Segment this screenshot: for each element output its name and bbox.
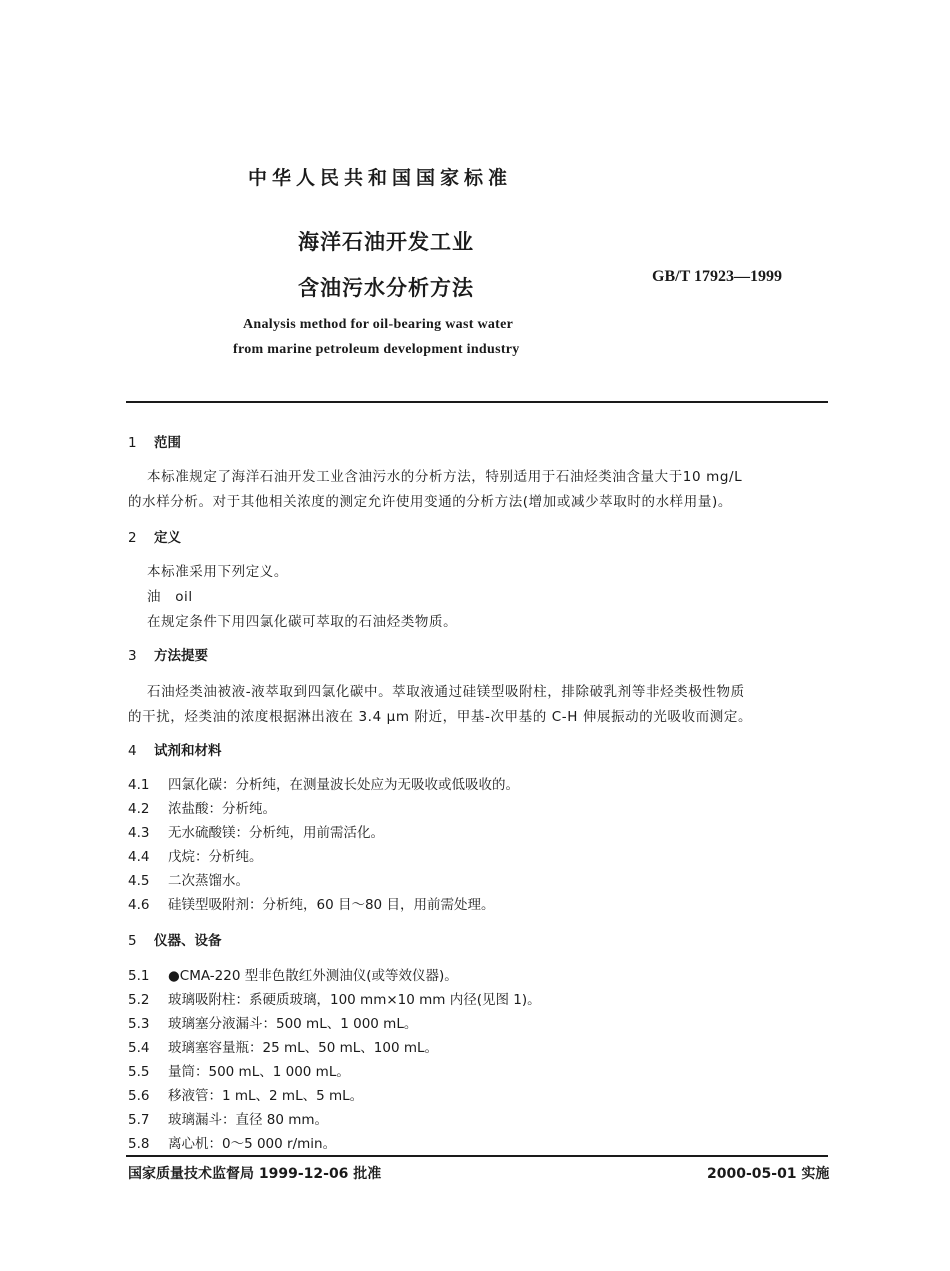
list-item [128,893,494,913]
section-title: 方法提要 [154,648,208,664]
list-item [128,1060,350,1080]
item-number: 5.3 [128,1016,150,1032]
section-3-heading [128,644,208,664]
section-title: 仪器、设备 [154,933,222,949]
item-number: 5.5 [128,1064,150,1080]
item-number: 5.1 [128,968,150,984]
section-3-paragraph-line1: 石油烃类油被液-液萃取到四氯化碳中。萃取液通过硅镁型吸附柱，排除破乳剂等非烃类极性物质 [147,684,745,700]
item-text: 玻璃吸附柱：系硬质玻璃，100 mm×10 mm 内径(见图 1)。 [168,992,541,1008]
section-1-paragraph-line1: 本标准规定了海洋石油开发工业含油污水的分析方法，特别适用于石油烃类油含量大于10 mg/L [147,469,743,485]
item-number: 4.5 [128,873,150,889]
item-number: 5.2 [128,992,150,1008]
english-title-line1: Analysis method for oil-bearing wast water [243,317,514,332]
item-text: 玻璃塞容量瓶：25 mL、50 mL、100 mL。 [168,1040,439,1056]
list-item [128,845,263,865]
section-2-term: 油 oil [147,589,193,605]
item-text: 硅镁型吸附剂：分析纯，60 目～80 目，用前需处理。 [168,897,495,913]
header-divider [126,401,828,403]
section-title: 范围 [154,435,181,451]
item-text: 四氯化碳：分析纯，在测量波长处应为无吸收或低吸收的。 [168,777,519,793]
section-4-heading [128,739,222,759]
section-title: 定义 [154,530,181,546]
implementation-date: 2000-05-01 实施 [707,1166,830,1182]
list-item [128,773,519,793]
list-item [128,1132,336,1152]
item-text: ●CMA-220 型非色散红外测油仪(或等效仪器)。 [168,968,458,984]
item-number: 4.6 [128,897,150,913]
document-title-line2: 含油污水分析方法 [298,276,474,300]
section-number: 5 [128,933,137,949]
list-item [128,1084,363,1104]
item-text: 离心机：0～5 000 r/min。 [168,1136,337,1152]
item-number: 5.7 [128,1112,150,1128]
list-item [128,869,249,889]
item-text: 二次蒸馏水。 [168,873,249,889]
list-item [128,1108,328,1128]
section-5-heading [128,929,222,949]
item-text: 量筒：500 mL、1 000 mL。 [168,1064,350,1080]
approval-date: 国家质量技术监督局 1999-12-06 批准 [128,1166,382,1182]
section-2-heading [128,526,181,546]
item-text: 玻璃漏斗：直径 80 mm。 [168,1112,329,1128]
list-item [128,1036,438,1056]
item-number: 4.1 [128,777,150,793]
item-text: 移液管：1 mL、2 mL、5 mL。 [168,1088,364,1104]
item-number: 5.4 [128,1040,150,1056]
footer-divider [126,1155,828,1157]
national-standard-heading: 中华人民共和国国家标准 [248,167,513,189]
item-number: 4.2 [128,801,150,817]
list-item [128,821,384,841]
list-item [128,964,458,984]
item-number: 4.3 [128,825,150,841]
section-3-paragraph-line2: 的干扰，烃类油的浓度根据淋出液在 3.4 μm 附近，甲基-次甲基的 C-H 伸展振动的光吸收而测定。 [128,709,753,725]
section-1-paragraph-line2: 的水样分析。对于其他相关浓度的测定允许使用变通的分析方法(增加或减少萃取时的水样用量)。 [128,494,732,510]
section-2-paragraph-line2: 在规定条件下用四氯化碳可萃取的石油烃类物质。 [147,614,458,630]
item-text: 浓盐酸：分析纯。 [168,801,276,817]
section-2-paragraph-line1: 本标准采用下列定义。 [147,564,288,580]
item-text: 戊烷：分析纯。 [168,849,263,865]
standard-code: GB/T 17923—1999 [652,268,782,285]
document-title-line1: 海洋石油开发工业 [298,230,474,254]
section-number: 3 [128,648,137,664]
item-number: 4.4 [128,849,150,865]
item-text: 玻璃塞分液漏斗：500 mL、1 000 mL。 [168,1016,418,1032]
section-number: 2 [128,530,137,546]
section-title: 试剂和材料 [154,743,222,759]
section-number: 1 [128,435,137,451]
section-1-heading [128,431,181,451]
list-item [128,1012,417,1032]
item-number: 5.8 [128,1136,150,1152]
section-number: 4 [128,743,137,759]
english-title-line2: from marine petroleum development industry [233,342,520,357]
list-item [128,988,541,1008]
item-text: 无水硫酸镁：分析纯，用前需活化。 [168,825,384,841]
list-item [128,797,276,817]
item-number: 5.6 [128,1088,150,1104]
